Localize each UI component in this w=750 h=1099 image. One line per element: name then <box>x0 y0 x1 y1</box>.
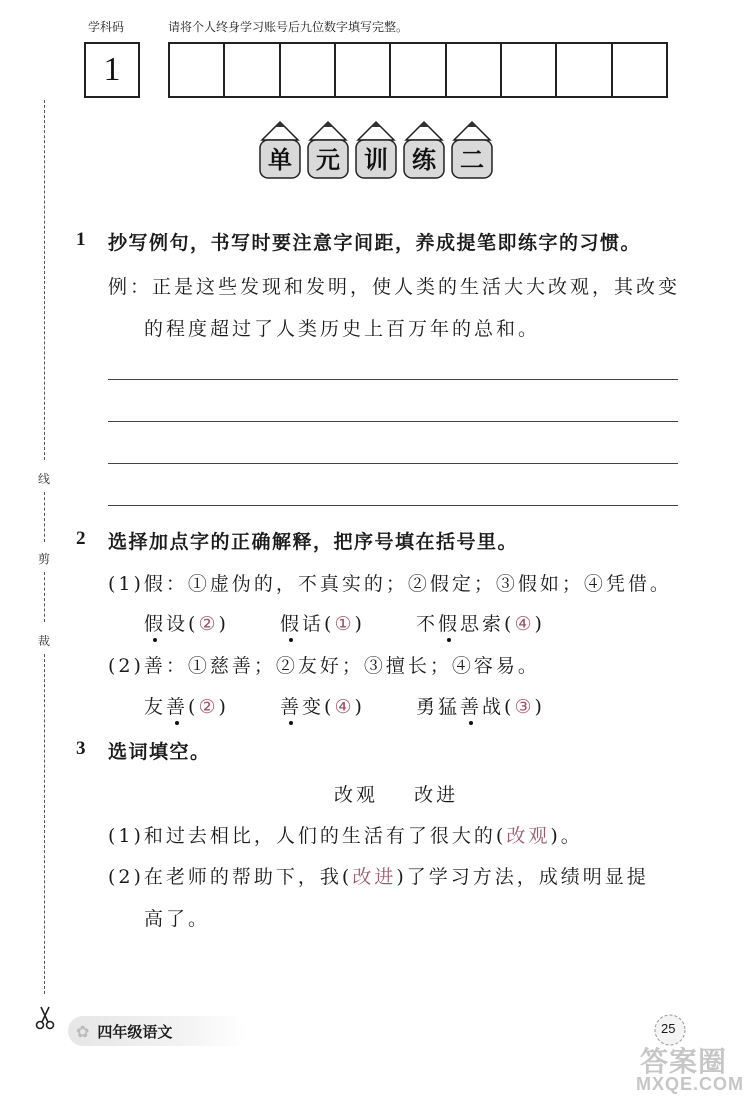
digit-box[interactable] <box>281 44 336 96</box>
dotted-char: 假 <box>280 613 303 635</box>
sentence-text: (1)和过去相比，人们的生活有了很大的( <box>108 825 507 847</box>
q1-example-line2: 的程度超过了人类历史上百万年的总和。 <box>144 318 541 340</box>
dotted-char: 假 <box>144 613 167 635</box>
footer-grade-label <box>68 1016 248 1046</box>
unit-title-char-text: 单 <box>268 146 292 174</box>
q3-sentence1 <box>108 821 583 848</box>
q2-part2-item <box>416 692 545 719</box>
dotted-char: 假 <box>438 613 461 635</box>
digit-box[interactable] <box>613 44 666 96</box>
item-prefix: 勇猛 <box>416 696 461 718</box>
close-paren: ) <box>218 696 229 718</box>
sentence-text: (2)在老师的帮助下，我( <box>108 866 353 888</box>
unit-title-char <box>356 122 396 178</box>
answer-choice[interactable]: ① <box>334 613 355 635</box>
star-icon: ✿ <box>76 1021 90 1041</box>
unit-title-char-text: 元 <box>316 146 340 174</box>
cut-line-mid2 <box>44 572 45 622</box>
q2-part2-item <box>280 692 365 719</box>
cut-line-bottom <box>44 654 45 994</box>
q1-number: 1 <box>76 229 86 250</box>
q2-part1-item <box>280 609 365 636</box>
answer-choice[interactable]: ② <box>198 696 219 718</box>
answer-choice[interactable]: ② <box>198 613 219 635</box>
account-instruction: 请将个人终身学习账号后九位数字填写完整。 <box>168 20 409 34</box>
q3-sentence2-line2: 高了。 <box>144 908 211 930</box>
digit-box[interactable] <box>557 44 612 96</box>
writing-line[interactable] <box>108 379 678 380</box>
digit-box[interactable] <box>502 44 557 96</box>
unit-title <box>258 118 498 184</box>
subject-code-label: 学科码 <box>88 20 125 34</box>
subject-code-box <box>84 42 140 98</box>
unit-title-char <box>308 122 348 178</box>
q3-sentence2 <box>108 862 649 889</box>
close-paren: ) <box>354 696 365 718</box>
item-prefix: 友 <box>144 696 167 718</box>
q2-part1-definitions: (1)假：①虚伪的，不真实的；②假定；③假如；④凭借。 <box>108 573 672 595</box>
unit-title-char <box>260 122 300 178</box>
scissors-icon <box>34 1006 56 1034</box>
digit-box[interactable] <box>225 44 280 96</box>
watermark-url: MXQE.COM <box>636 1074 745 1094</box>
q2-part1-item <box>416 609 545 636</box>
close-paren: ) <box>218 613 229 635</box>
item-text: 战( <box>482 696 515 718</box>
grade-label-text: 四年级语文 <box>97 1022 173 1041</box>
item-text: 思索( <box>460 613 515 635</box>
close-paren: ) <box>534 696 545 718</box>
fill-answer[interactable]: 改观 <box>506 825 551 847</box>
item-text: 变( <box>302 696 335 718</box>
unit-title-char-text: 二 <box>460 146 484 174</box>
subject-code-value: 1 <box>103 51 121 88</box>
item-prefix: 不 <box>416 613 439 635</box>
digit-box[interactable] <box>391 44 446 96</box>
writing-line[interactable] <box>108 505 678 506</box>
q2-part2-definitions: (2)善：①慈善；②友好；③擅长；④容易。 <box>108 655 540 677</box>
dotted-char: 善 <box>280 696 303 718</box>
q2-part1-item <box>144 609 229 636</box>
unit-title-char-text: 训 <box>364 146 388 174</box>
page-number: 25 <box>661 1021 676 1036</box>
q1-example-line1: 例：正是这些发现和发明，使人类的生活大大改观，其改变 <box>108 276 681 298</box>
answer-choice[interactable]: ③ <box>514 696 535 718</box>
cut-label-xian: 线 <box>38 472 51 486</box>
answer-choice[interactable]: ④ <box>334 696 355 718</box>
digit-box[interactable] <box>447 44 502 96</box>
answer-choice[interactable]: ④ <box>514 613 535 635</box>
account-digit-boxes[interactable] <box>168 42 668 98</box>
close-paren: ) <box>354 613 365 635</box>
digit-box[interactable] <box>336 44 391 96</box>
item-text: 话( <box>302 613 335 635</box>
cut-line-mid1 <box>44 492 45 542</box>
item-text: ( <box>188 696 199 718</box>
unit-title-char <box>452 122 492 178</box>
item-text: 设( <box>166 613 199 635</box>
sentence-text: )。 <box>550 825 583 847</box>
unit-title-char-text: 练 <box>412 146 436 174</box>
cut-label-cai: 裁 <box>38 634 51 648</box>
watermark-logo: 答案圈 <box>640 1046 728 1077</box>
cut-line-top <box>44 100 45 460</box>
close-paren: ) <box>534 613 545 635</box>
fill-answer[interactable]: 改进 <box>352 866 397 888</box>
q1-title: 抄写例句，书写时要注意字间距，养成提笔即练字的习惯。 <box>108 232 642 254</box>
cut-label-jian: 剪 <box>38 552 51 566</box>
q2-part2-item <box>144 692 229 719</box>
dotted-char: 善 <box>460 696 483 718</box>
word-bank: 改观 改进 <box>334 784 459 806</box>
digit-box[interactable] <box>170 44 225 96</box>
writing-line[interactable] <box>108 421 678 422</box>
q3-number: 3 <box>76 738 86 759</box>
dotted-char: 善 <box>166 696 189 718</box>
q2-number: 2 <box>76 528 86 549</box>
unit-title-char <box>404 122 444 178</box>
q3-title: 选词填空。 <box>108 741 211 763</box>
writing-line[interactable] <box>108 463 678 464</box>
q2-title: 选择加点字的正确解释，把序号填在括号里。 <box>108 531 519 553</box>
sentence-text: )了学习方法，成绩明显提 <box>396 866 649 888</box>
unit-title-pencils <box>258 118 498 184</box>
